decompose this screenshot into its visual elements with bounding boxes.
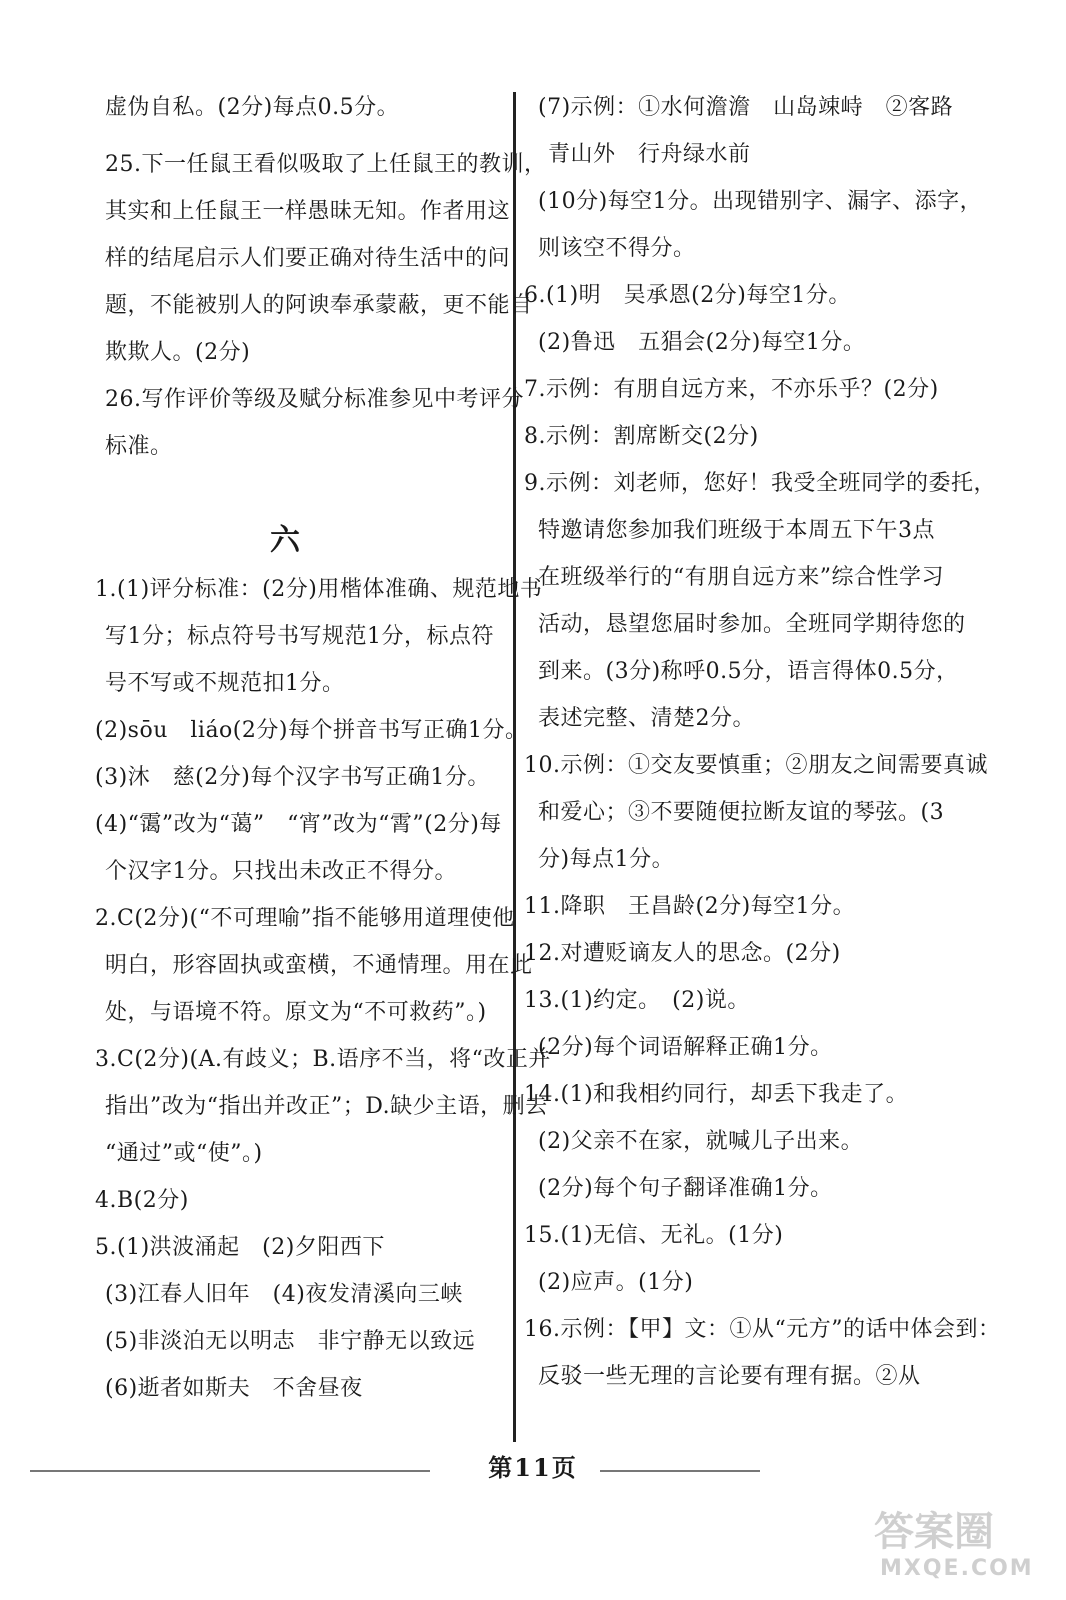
right-line: 8.示例：割席断交(2分) xyxy=(524,424,759,449)
right-line: 15.(1)无信、无礼。(1分) xyxy=(524,1223,784,1248)
left-line: (6)逝者如斯夫 不舍昼夜 xyxy=(105,1376,363,1401)
right-line: 12.对遭贬谪友人的思念。(2分) xyxy=(524,941,841,966)
left-line: (4)“霭”改为“蔼” “宵”改为“霄”(2分)每 xyxy=(95,812,502,837)
left-line: 处，与语境不符。原文为“不可救药”。) xyxy=(105,1000,487,1025)
right-line: 特邀请您参加我们班级于本周五下午3点 xyxy=(538,518,935,543)
right-line: 10.示例：①交友要慎重；②朋友之间需要真诚 xyxy=(524,753,988,778)
left-line: 指出”改为“指出并改正”；D.缺少主语，删去 xyxy=(105,1094,548,1119)
left-line: (3)江春人旧年 (4)夜发清溪向三峡 xyxy=(105,1282,463,1307)
left-line: 样的结尾启示人们要正确对待生活中的问 xyxy=(105,246,511,271)
left-line: (5)非淡泊无以明志 非宁静无以致远 xyxy=(105,1329,476,1354)
right-line: 和爱心；③不要随便拉断友谊的琴弦。(3 xyxy=(538,800,945,825)
watermark-url: MXQE.COM xyxy=(880,1556,1034,1581)
right-line: 16.示例：【甲】文：①从“元方”的话中体会到： xyxy=(524,1317,1001,1342)
left-line: 4.B(2分) xyxy=(95,1188,189,1213)
right-line: 6.(1)明 吴承恩(2分)每空1分。 xyxy=(524,283,851,308)
right-line: 表述完整、清楚2分。 xyxy=(538,706,755,731)
left-line: 3.C(2分)(A.有歧义；B.语序不当，将“改正并 xyxy=(95,1047,551,1072)
right-line: 到来。(3分)称呼0.5分，语言得体0.5分， xyxy=(538,659,959,684)
right-line: (2)鲁迅 五猖会(2分)每空1分。 xyxy=(538,330,866,355)
left-line: 其实和上任鼠王一样愚昧无知。作者用这 xyxy=(105,199,511,224)
right-line: 11.降职 王昌龄(2分)每空1分。 xyxy=(524,894,856,919)
left-line: 2.C(2分)(“不可理喻”指不能够用道理使他 xyxy=(95,906,515,931)
right-line: 7.示例：有朋自远方来，不亦乐乎？(2分) xyxy=(524,377,939,402)
right-line: 9.示例：刘老师，您好！我受全班同学的委托， xyxy=(524,471,996,496)
right-line: (7)示例：①水何澹澹 山岛竦峙 ②客路 xyxy=(538,95,954,120)
left-line: 1.(1)评分标准：(2分)用楷体准确、规范地书 xyxy=(95,577,543,602)
right-line: 活动，恳望您届时参加。全班同学期待您的 xyxy=(538,612,966,637)
left-line: 虚伪自私。(2分)每点0.5分。 xyxy=(105,95,400,120)
right-line: 14.(1)和我相约同行，却丢下我走了。 xyxy=(524,1082,909,1107)
left-line: 个汉字1分。只找出未改正不得分。 xyxy=(105,859,457,884)
left-line: 5.(1)洪波涌起 (2)夕阳西下 xyxy=(95,1235,385,1260)
left-line: 欺欺人。(2分) xyxy=(105,340,251,365)
left-line: “通过”或“使”。) xyxy=(105,1141,263,1166)
page-number: 第11页 xyxy=(488,1453,578,1482)
right-line: (2)父亲不在家，就喊儿子出来。 xyxy=(538,1129,864,1154)
right-line: 反驳一些无理的言论要有理有据。②从 xyxy=(538,1364,921,1389)
right-line: (10分)每空1分。出现错别字、漏字、添字， xyxy=(538,189,983,214)
right-line: 分)每点1分。 xyxy=(538,847,675,872)
left-line: 26.写作评价等级及赋分标准参见中考评分 xyxy=(105,387,524,412)
right-line: 13.(1)约定。 (2)说。 xyxy=(524,988,750,1013)
watermark-logo xyxy=(874,1500,1054,1590)
right-line: (2)应声。(1分) xyxy=(538,1270,694,1295)
left-line: 标准。 xyxy=(105,434,173,459)
section-heading: 六 xyxy=(270,523,300,558)
right-line: (2分)每个句子翻译准确1分。 xyxy=(538,1176,833,1201)
right-line: 在班级举行的“有朋自远方来”综合性学习 xyxy=(538,565,944,590)
left-line: 明白，形容固执或蛮横，不通情理。用在此 xyxy=(105,953,533,978)
right-line: (2分)每个词语解释正确1分。 xyxy=(538,1035,833,1060)
left-line: 25.下一任鼠王看似吸取了上任鼠王的教训， xyxy=(105,152,547,177)
right-line: 青山外 行舟绿水前 xyxy=(548,142,751,167)
right-line: 则该空不得分。 xyxy=(538,236,696,261)
left-line: 题，不能被别人的阿谀奉承蒙蔽，更不能自 xyxy=(105,293,533,318)
left-line: 号不写或不规范扣1分。 xyxy=(105,671,345,696)
watermark-text: 答案圈 xyxy=(874,1509,994,1555)
left-line: (3)沐 慈(2分)每个汉字书写正确1分。 xyxy=(95,765,490,790)
left-line: 写1分；标点符号书写规范1分，标点符 xyxy=(105,624,494,649)
left-line: (2)sōu liáo(2分)每个拼音书写正确1分。 xyxy=(95,718,528,743)
